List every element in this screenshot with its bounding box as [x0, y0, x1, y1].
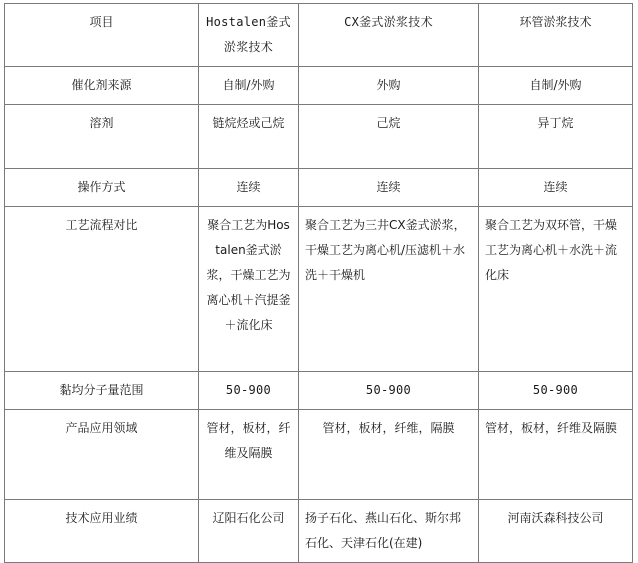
table-cell: 连续 [299, 169, 479, 207]
table-cell: 管材，板材，纤维及隔膜 [479, 410, 633, 500]
table-cell: 连续 [199, 169, 299, 207]
header-cell-hostalen: Hostalen釜式淤浆技术 [199, 4, 299, 67]
table-cell: 异丁烷 [479, 105, 633, 169]
comparison-table [4, 3, 633, 563]
table-cell: 己烷 [299, 105, 479, 169]
row-label: 技术应用业绩 [5, 500, 199, 563]
table-cell: 链烷烃或己烷 [199, 105, 299, 169]
table-cell: 管材，板材，纤维及隔膜 [199, 410, 299, 500]
table-cell: 50-900 [199, 372, 299, 410]
row-label: 溶剂 [5, 105, 199, 169]
table-cell: 聚合工艺为三井CX釜式淤浆，干燥工艺为离心机/压滤机＋水洗＋干燥机 [299, 207, 479, 372]
table-cell: 50-900 [299, 372, 479, 410]
table-cell: 辽阳石化公司 [199, 500, 299, 563]
table-cell: 河南沃森科技公司 [479, 500, 633, 563]
row-label: 催化剂来源 [5, 67, 199, 105]
table-cell: 连续 [479, 169, 633, 207]
table-cell: 聚合工艺为双环管，干燥工艺为离心机＋水洗＋流化床 [479, 207, 633, 372]
table-cell: 50-900 [479, 372, 633, 410]
header-cell-cx: CX釜式淤浆技术 [299, 4, 479, 67]
row-label: 操作方式 [5, 169, 199, 207]
table-cell: 外购 [299, 67, 479, 105]
table-row [5, 372, 633, 410]
row-label: 工艺流程对比 [5, 207, 199, 372]
table-row [5, 67, 633, 105]
row-label: 黏均分子量范围 [5, 372, 199, 410]
table-cell: 聚合工艺为Hostalen釜式淤浆，干燥工艺为离心机＋汽提釜＋流化床 [199, 207, 299, 372]
table-row [5, 105, 633, 169]
header-cell-item: 项目 [5, 4, 199, 67]
table-row [5, 410, 633, 500]
table-cell: 自制/外购 [199, 67, 299, 105]
row-label: 产品应用领域 [5, 410, 199, 500]
table-row [5, 500, 633, 563]
table-cell: 管材，板材，纤维，隔膜 [299, 410, 479, 500]
header-row [5, 4, 633, 67]
table-row [5, 207, 633, 372]
header-cell-loop: 环管淤浆技术 [479, 4, 633, 67]
table-row [5, 169, 633, 207]
table-cell: 扬子石化、燕山石化、斯尔邦石化、天津石化(在建) [299, 500, 479, 563]
table-cell: 自制/外购 [479, 67, 633, 105]
